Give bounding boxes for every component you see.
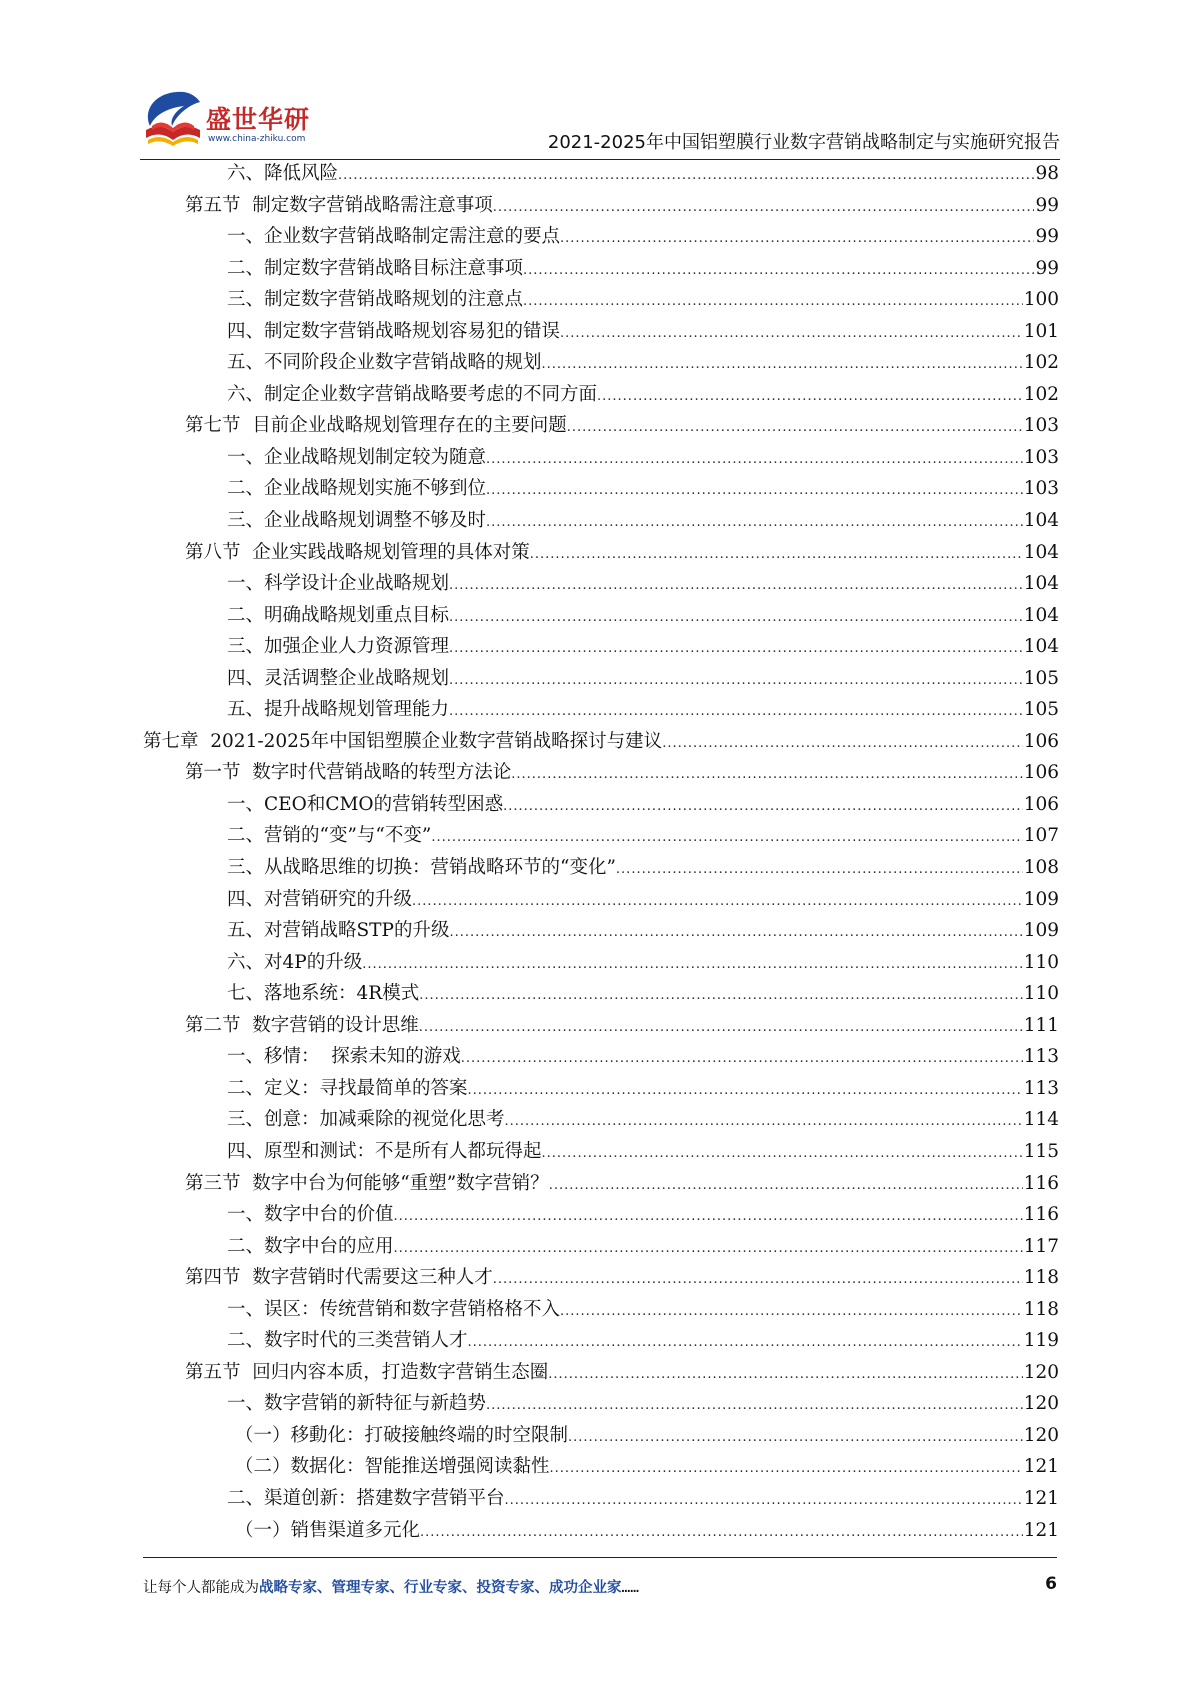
toc-entry[interactable] xyxy=(143,1104,1059,1136)
toc-entry-page: 104 xyxy=(1023,604,1059,626)
toc-entry-page: 111 xyxy=(1023,1014,1059,1036)
toc-dot-leader xyxy=(449,602,1023,634)
toc-entry[interactable] xyxy=(143,1388,1059,1420)
toc-entry-page: 101 xyxy=(1023,320,1059,342)
toc-entry[interactable] xyxy=(143,884,1059,916)
toc-entry[interactable] xyxy=(143,1325,1059,1357)
toc-dot-leader xyxy=(548,1359,1022,1391)
toc-entry-title: 一、企业数字营销战略制定需注意的要点 xyxy=(227,226,561,248)
toc-entry-title: 第二节 数字营销的设计思维 xyxy=(185,1014,419,1036)
toc-entry[interactable] xyxy=(143,442,1059,474)
toc-entry[interactable] xyxy=(143,726,1059,758)
toc-dot-leader xyxy=(567,412,1023,444)
toc-entry-title: 四、灵活调整企业战略规划 xyxy=(227,667,450,689)
toc-entry-page: 104 xyxy=(1023,510,1059,532)
toc-entry-page: 120 xyxy=(1023,1361,1059,1383)
logo-book-icon xyxy=(140,86,206,156)
toc-entry-page: 121 xyxy=(1023,1519,1059,1541)
toc-entry[interactable] xyxy=(143,379,1059,411)
toc-dot-leader xyxy=(662,728,1023,760)
toc-entry-title: 二、渠道创新：搭建数字营销平台 xyxy=(227,1487,505,1509)
toc-entry-title: 六、降低风险 xyxy=(227,163,339,184)
toc-dot-leader xyxy=(597,381,1023,413)
toc-dot-leader xyxy=(486,475,1023,507)
toc-entry-title: 五、提升战略规划管理能力 xyxy=(227,699,450,721)
toc-entry-title: 四、原型和测试：不是所有人都玩得起 xyxy=(227,1140,542,1162)
toc-dot-leader xyxy=(568,1422,1023,1454)
toc-entry[interactable] xyxy=(143,253,1059,285)
table-of-contents xyxy=(143,158,1059,1546)
toc-entry-page: 103 xyxy=(1023,446,1059,468)
toc-dot-leader xyxy=(394,1201,1023,1233)
toc-entry-page: 106 xyxy=(1023,730,1059,752)
toc-entry[interactable] xyxy=(143,978,1059,1010)
toc-entry-title: 四、制定数字营销战略规划容易犯的错误 xyxy=(227,320,561,342)
toc-entry[interactable] xyxy=(143,1515,1059,1547)
toc-dot-leader xyxy=(412,886,1023,918)
toc-entry[interactable] xyxy=(143,1294,1059,1326)
toc-dot-leader xyxy=(503,791,1023,823)
toc-entry[interactable] xyxy=(143,852,1059,884)
toc-entry-title: 二、数字时代的三类营销人才 xyxy=(227,1330,468,1352)
toc-dot-leader xyxy=(542,1138,1023,1170)
toc-entry[interactable] xyxy=(143,757,1059,789)
toc-dot-leader xyxy=(449,696,1023,728)
toc-entry-page: 117 xyxy=(1023,1235,1059,1257)
toc-entry-page: 102 xyxy=(1023,352,1059,374)
toc-entry[interactable] xyxy=(143,1483,1059,1515)
toc-dot-leader xyxy=(505,1106,1023,1138)
toc-entry[interactable] xyxy=(143,600,1059,632)
toc-dot-leader xyxy=(431,822,1022,854)
toc-entry-title: 第七节 目前企业战略规划管理存在的主要问题 xyxy=(185,415,567,437)
toc-entry-title: 第五节 制定数字营销战略需注意事项 xyxy=(185,194,493,216)
company-logo xyxy=(140,86,310,156)
toc-dot-leader xyxy=(468,1075,1023,1107)
toc-entry[interactable] xyxy=(143,694,1059,726)
toc-entry-title: 一、科学设计企业战略规划 xyxy=(227,573,450,595)
toc-dot-leader xyxy=(420,1517,1023,1549)
toc-entry-page: 106 xyxy=(1023,793,1059,815)
toc-dot-leader xyxy=(505,1485,1023,1517)
toc-entry-title: （一）移動化：打破接触终端的时空限制 xyxy=(235,1424,569,1446)
toc-entry[interactable] xyxy=(143,1168,1059,1200)
footer-slogan-prefix: 让每个人都能成为 xyxy=(143,1580,259,1596)
toc-entry-title: 五、对营销战略STP的升级 xyxy=(227,920,450,942)
toc-dot-leader xyxy=(362,949,1022,981)
toc-dot-leader xyxy=(530,539,1023,571)
toc-entry[interactable] xyxy=(143,473,1059,505)
toc-entry[interactable] xyxy=(143,1041,1059,1073)
toc-entry[interactable] xyxy=(143,1136,1059,1168)
toc-entry-title: 一、数字营销的新特征与新趋势 xyxy=(227,1393,487,1415)
toc-dot-leader xyxy=(486,1390,1023,1422)
toc-dot-leader xyxy=(560,223,1034,255)
toc-entry-page: 104 xyxy=(1023,541,1059,563)
toc-dot-leader xyxy=(338,160,1034,192)
toc-entry-page: 121 xyxy=(1023,1487,1059,1509)
toc-entry-title: （二）数据化：智能推送增强阅读黏性 xyxy=(235,1456,550,1478)
toc-dot-leader xyxy=(468,1327,1023,1359)
toc-dot-leader xyxy=(449,570,1023,602)
toc-entry[interactable] xyxy=(143,663,1059,695)
toc-entry-page: 120 xyxy=(1023,1393,1059,1415)
footer-slogan xyxy=(143,1576,639,1597)
toc-entry-title: 七、落地系统：4R模式 xyxy=(227,983,420,1005)
toc-entry[interactable] xyxy=(143,284,1059,316)
toc-entry-page: 98 xyxy=(1035,163,1059,184)
toc-entry-page: 107 xyxy=(1023,825,1059,847)
toc-entry[interactable] xyxy=(143,1010,1059,1042)
toc-entry-title: 第七章 2021-2025年中国铝塑膜企业数字营销战略探讨与建议 xyxy=(143,730,663,752)
toc-dot-leader xyxy=(523,286,1023,318)
toc-entry-title: 三、制定数字营销战略规划的注意点 xyxy=(227,289,524,311)
toc-entry-title: 二、制定数字营销战略目标注意事项 xyxy=(227,257,524,279)
report-title: 2021-2025年中国铝塑膜行业数字营销战略制定与实施研究报告 xyxy=(547,132,1060,153)
toc-entry-title: 二、明确战略规划重点目标 xyxy=(227,604,450,626)
toc-entry[interactable] xyxy=(143,1199,1059,1231)
toc-entry-page: 110 xyxy=(1023,983,1059,1005)
toc-entry[interactable] xyxy=(143,316,1059,348)
toc-dot-leader xyxy=(560,318,1023,350)
toc-entry-page: 121 xyxy=(1023,1456,1059,1478)
toc-entry-page: 100 xyxy=(1023,289,1059,311)
toc-entry[interactable] xyxy=(143,347,1059,379)
footer-divider xyxy=(143,1557,1057,1558)
toc-entry-page: 119 xyxy=(1023,1330,1059,1352)
toc-entry-title: 一、CEO和CMO的营销转型困惑 xyxy=(227,793,504,815)
toc-entry-title: 一、误区：传统营销和数字营销格格不入 xyxy=(227,1298,561,1320)
toc-entry-page: 109 xyxy=(1023,888,1059,910)
toc-entry-page: 106 xyxy=(1023,762,1059,784)
toc-entry-page: 116 xyxy=(1023,1204,1059,1226)
toc-entry-page: 113 xyxy=(1023,1046,1059,1068)
page-header xyxy=(140,70,1060,170)
toc-entry-page: 105 xyxy=(1023,699,1059,721)
toc-dot-leader xyxy=(449,633,1023,665)
toc-entry-title: 二、数字中台的应用 xyxy=(227,1235,394,1257)
toc-entry-page: 118 xyxy=(1023,1298,1059,1320)
toc-entry[interactable] xyxy=(143,1420,1059,1452)
toc-entry[interactable] xyxy=(143,820,1059,852)
toc-entry-title: 一、移情： 探索未知的游戏 xyxy=(227,1046,461,1068)
toc-entry[interactable] xyxy=(143,221,1059,253)
toc-entry-title: 第四节 数字营销时代需要这三种人才 xyxy=(185,1267,493,1289)
toc-entry-title: 一、企业战略规划制定较为随意 xyxy=(227,446,487,468)
logo-website: www.china-zhiku.com xyxy=(208,134,306,144)
toc-dot-leader xyxy=(560,1296,1023,1328)
toc-entry[interactable] xyxy=(143,789,1059,821)
toc-entry-page: 120 xyxy=(1023,1424,1059,1446)
toc-entry-title: 三、企业战略规划调整不够及时 xyxy=(227,510,487,532)
toc-entry-title: 第一节 数字时代营销战略的转型方法论 xyxy=(185,762,512,784)
page-number: 6 xyxy=(1045,1574,1057,1594)
toc-entry-title: 六、制定企业数字营销战略要考虑的不同方面 xyxy=(227,383,598,405)
toc-entry-page: 110 xyxy=(1023,951,1059,973)
toc-entry-page: 115 xyxy=(1023,1140,1059,1162)
toc-dot-leader xyxy=(449,917,1022,949)
toc-entry-title: 二、营销的“变”与“不变” xyxy=(227,825,432,847)
toc-dot-leader xyxy=(549,1170,1023,1202)
logo-company-name: 盛世华研 xyxy=(206,105,311,134)
toc-entry[interactable] xyxy=(143,1231,1059,1263)
toc-entry[interactable] xyxy=(143,1451,1059,1483)
toc-entry-page: 108 xyxy=(1023,857,1059,879)
footer-slogan-suffix: …… xyxy=(621,1580,639,1596)
toc-entry[interactable] xyxy=(143,947,1059,979)
toc-dot-leader xyxy=(449,665,1023,697)
toc-entry-title: 二、定义：寻找最简单的答案 xyxy=(227,1077,468,1099)
toc-entry-page: 105 xyxy=(1023,667,1059,689)
toc-entry-title: （一）销售渠道多元化 xyxy=(235,1519,421,1541)
toc-entry-title: 三、加强企业人力资源管理 xyxy=(227,636,450,658)
toc-dot-leader xyxy=(493,192,1035,224)
toc-entry-title: 第八节 企业实践战略规划管理的具体对策 xyxy=(185,541,530,563)
toc-entry-title: 一、数字中台的价值 xyxy=(227,1204,394,1226)
toc-entry-page: 103 xyxy=(1023,415,1059,437)
toc-entry-page: 99 xyxy=(1035,194,1059,216)
toc-dot-leader xyxy=(493,1264,1023,1296)
footer-slogan-highlight: 战略专家、管理专家、行业专家、投资专家、成功企业家 xyxy=(259,1580,622,1596)
toc-entry-title: 六、对4P的升级 xyxy=(227,951,363,973)
toc-dot-leader xyxy=(486,444,1023,476)
toc-entry-title: 四、对营销研究的升级 xyxy=(227,888,413,910)
toc-entry[interactable] xyxy=(143,410,1059,442)
toc-dot-leader xyxy=(542,349,1023,381)
toc-entry-title: 二、企业战略规划实施不够到位 xyxy=(227,478,487,500)
toc-entry-title: 第三节 数字中台为何能够“重塑”数字营销？ xyxy=(185,1172,549,1194)
toc-entry[interactable] xyxy=(143,631,1059,663)
toc-dot-leader xyxy=(486,507,1023,539)
toc-entry-page: 99 xyxy=(1035,226,1059,248)
toc-entry-page: 116 xyxy=(1023,1172,1059,1194)
toc-entry-title: 三、从战略思维的切换：营销战略环节的“变化” xyxy=(227,857,616,879)
toc-entry[interactable] xyxy=(143,537,1059,569)
toc-entry-page: 99 xyxy=(1035,257,1059,279)
toc-entry-page: 109 xyxy=(1023,920,1059,942)
toc-dot-leader xyxy=(616,854,1023,886)
toc-dot-leader xyxy=(419,1012,1023,1044)
toc-dot-leader xyxy=(461,1043,1023,1075)
toc-entry-title: 五、不同阶段企业数字营销战略的规划 xyxy=(227,352,542,374)
toc-entry-page: 104 xyxy=(1023,573,1059,595)
toc-entry-title: 第五节 回归内容本质，打造数字营销生态圈 xyxy=(185,1361,549,1383)
toc-entry[interactable] xyxy=(143,1262,1059,1294)
toc-entry[interactable] xyxy=(143,568,1059,600)
toc-dot-leader xyxy=(511,759,1022,791)
toc-dot-leader xyxy=(394,1233,1023,1265)
toc-entry[interactable] xyxy=(143,190,1059,222)
toc-entry-page: 114 xyxy=(1023,1109,1059,1131)
toc-entry-page: 113 xyxy=(1023,1077,1059,1099)
toc-dot-leader xyxy=(419,980,1022,1012)
toc-entry[interactable] xyxy=(143,915,1059,947)
toc-entry-page: 118 xyxy=(1023,1267,1059,1289)
toc-entry-page: 103 xyxy=(1023,478,1059,500)
toc-dot-leader xyxy=(523,255,1034,287)
toc-entry[interactable] xyxy=(143,158,1059,190)
toc-entry[interactable] xyxy=(143,1357,1059,1389)
toc-dot-leader xyxy=(550,1453,1023,1485)
toc-entry-page: 102 xyxy=(1023,383,1059,405)
toc-entry-title: 三、创意：加减乘除的视觉化思考 xyxy=(227,1109,505,1131)
toc-entry-page: 104 xyxy=(1023,636,1059,658)
toc-entry[interactable] xyxy=(143,505,1059,537)
toc-entry[interactable] xyxy=(143,1073,1059,1105)
